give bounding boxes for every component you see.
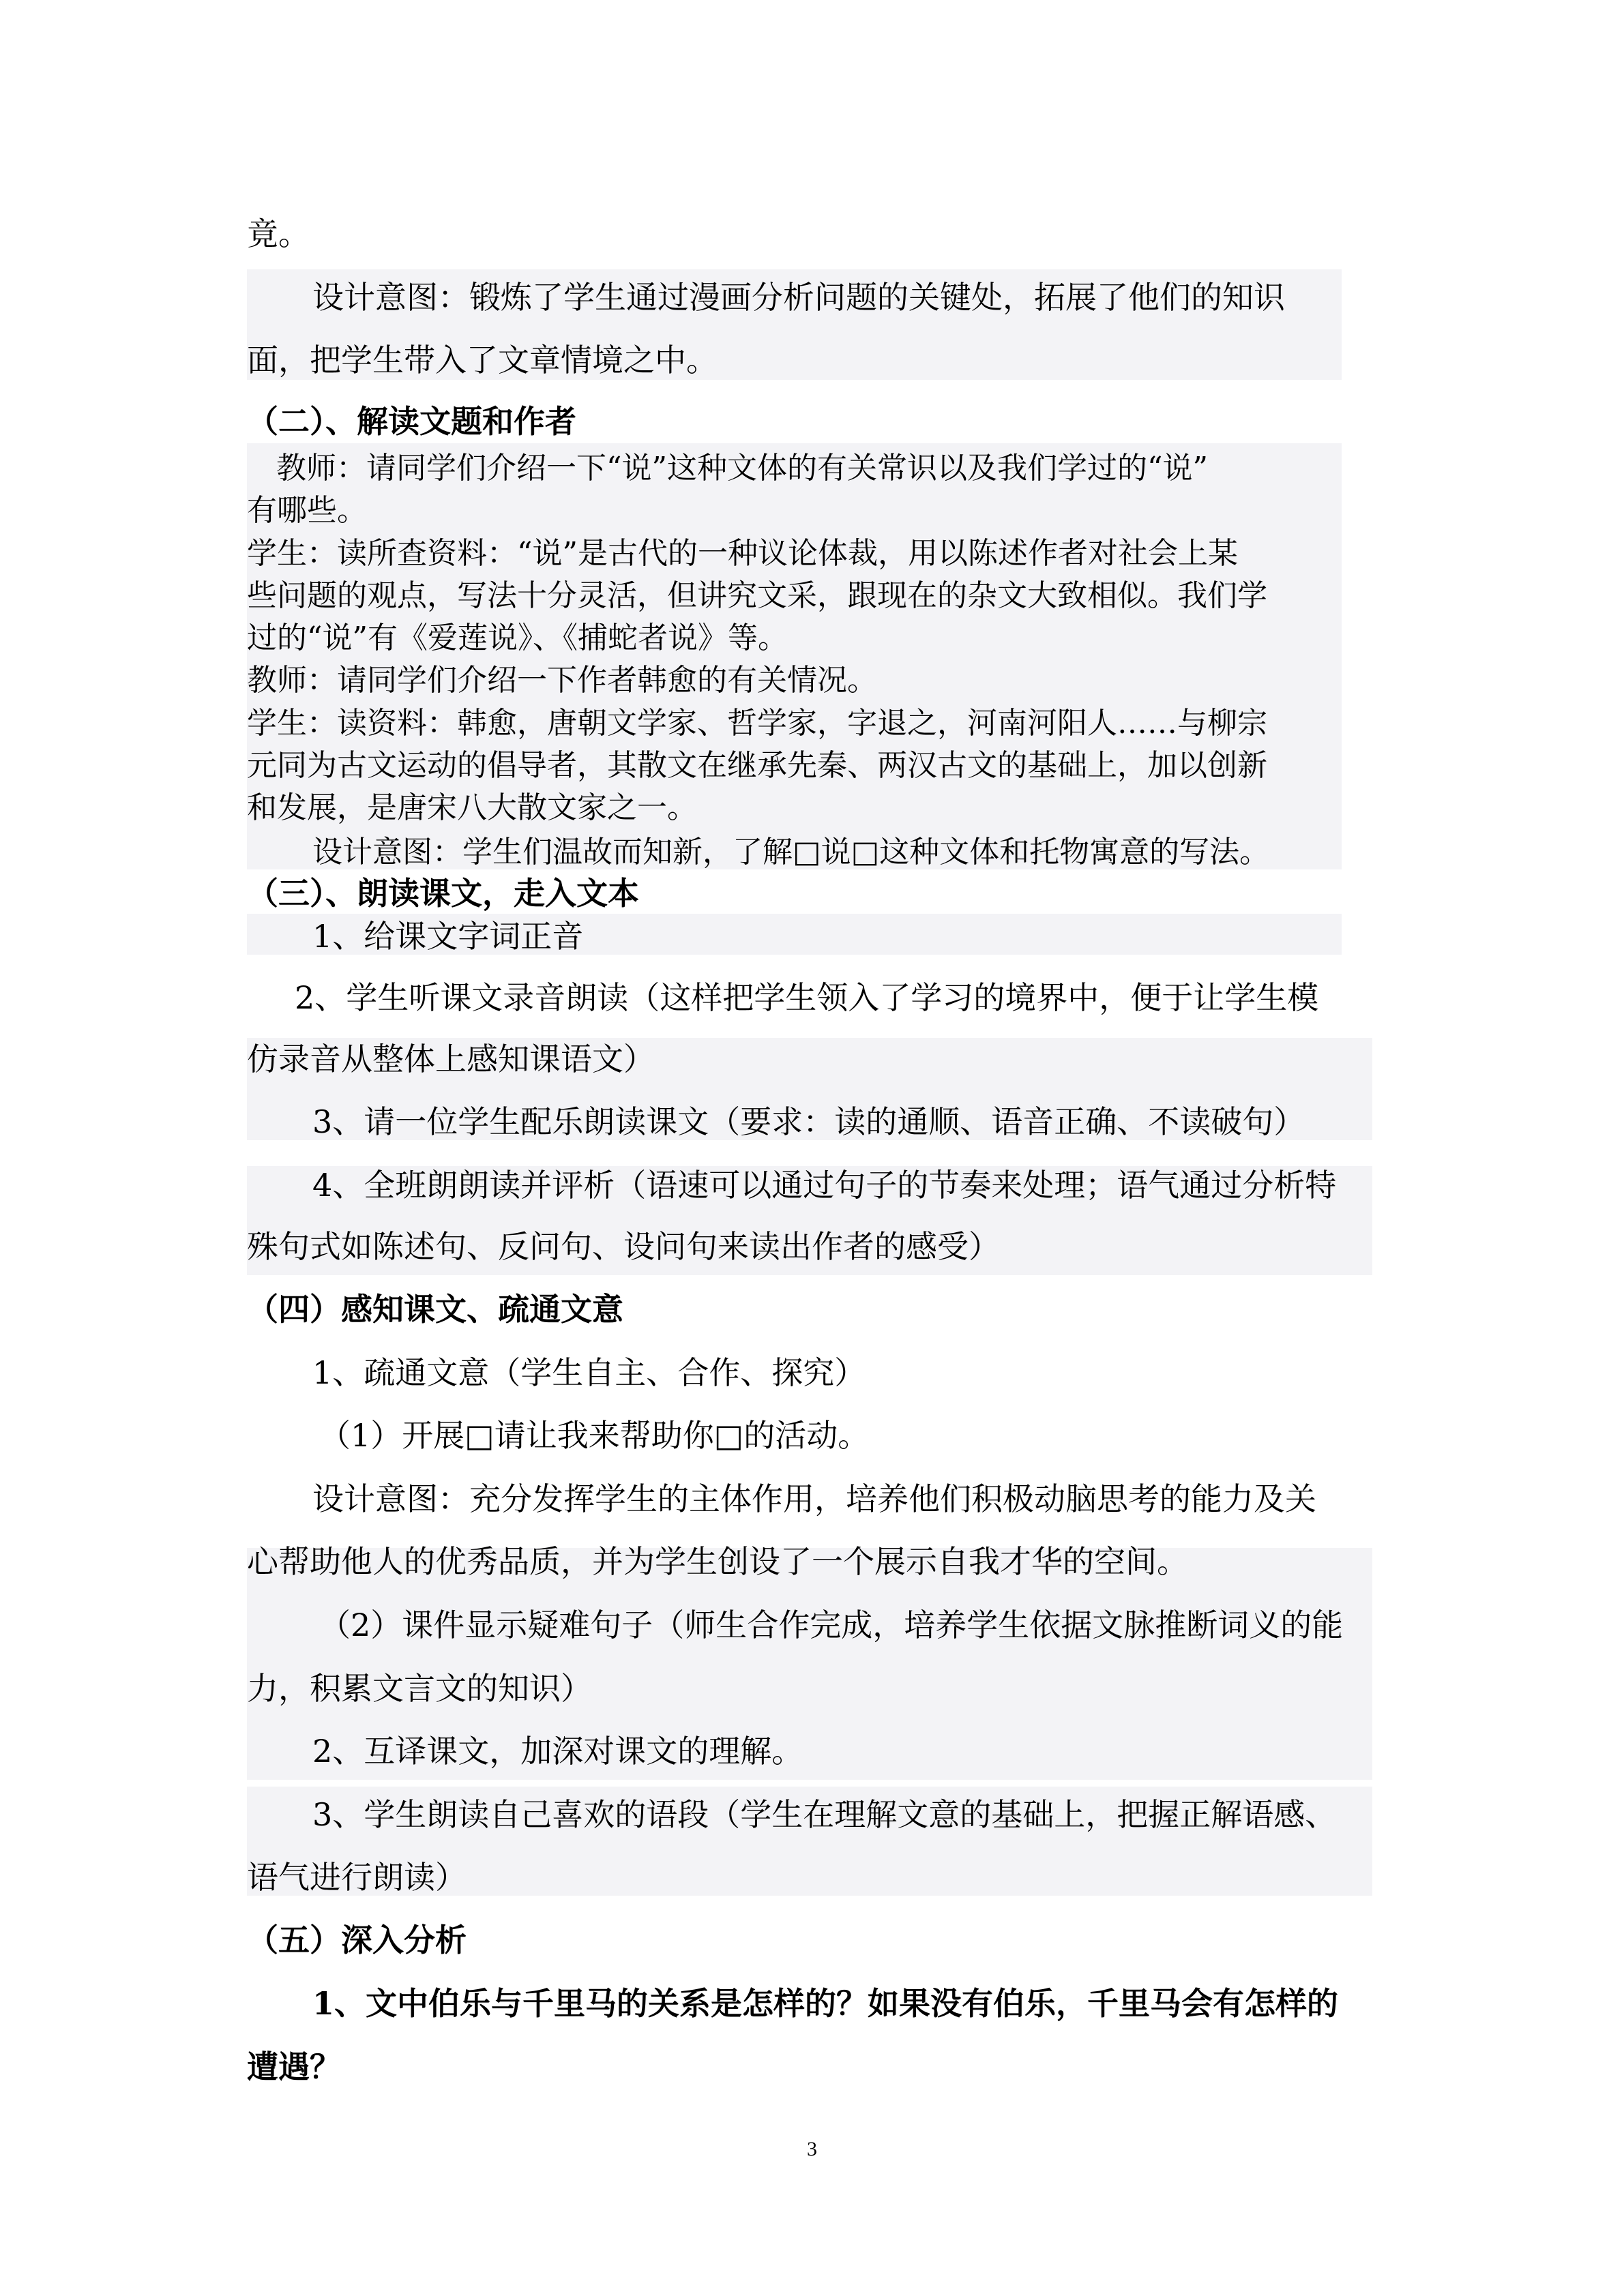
section-heading: （三）、朗读课文，走入文本 xyxy=(247,875,639,912)
text-line: 学生：读所查资料：“说”是古代的一种议论体裁，用以陈述作者对社会上某 xyxy=(247,536,1238,571)
text-line: 设计意图：锻炼了学生通过漫画分析问题的关键处，拓展了他们的知识 xyxy=(312,279,1285,316)
text-line: 设计意图：学生们温故而知新，了解□说□这种文体和托物寓意的写法。 xyxy=(312,835,1270,869)
text-line: 有哪些。 xyxy=(247,493,367,528)
text-line: 1、给课文字词正音 xyxy=(312,918,584,955)
text-line: 4、全班朗朗读并评析（语速可以通过句子的节奏来处理；语气通过分析特 xyxy=(312,1167,1337,1204)
text-line: （1）开展□请让我来帮助你□的活动。 xyxy=(319,1417,870,1454)
text-line: 些问题的观点，写法十分灵活，但讲究文采，跟现在的杂文大致相似。我们学 xyxy=(247,578,1267,613)
text-line: 过的“说”有《爱莲说》、《捕蛇者说》等。 xyxy=(247,621,788,655)
text-line: 心帮助他人的优秀品质，并为学生创设了一个展示自我才华的空间。 xyxy=(247,1543,1188,1580)
text-line: 学生：读资料：韩愈，唐朝文学家、哲学家，字退之，河南河阳人……与柳宗 xyxy=(247,706,1267,741)
text-line: 面，把学生带入了文章情境之中。 xyxy=(247,342,718,378)
text-line: 语气进行朗读） xyxy=(247,1859,467,1896)
section-heading: （四）感知课文、疏通文意 xyxy=(247,1291,623,1328)
text-line: 教师：请同学们介绍一下“说”这种文体的有关常识以及我们学过的“说” xyxy=(276,451,1208,486)
text-line: 2、互译课文，加深对课文的理解。 xyxy=(312,1733,803,1770)
text-line: 和发展，是唐宋八大散文家之一。 xyxy=(247,790,697,825)
text-line: 3、学生朗读自己喜欢的语段（学生在理解文意的基础上，把握正解语感、 xyxy=(312,1796,1337,1833)
section-heading: （五）深入分析 xyxy=(247,1922,467,1958)
text-line: 遭遇？ xyxy=(247,2048,341,2085)
text-line: 3、请一位学生配乐朗读课文（要求：读的通顺、语音正确、不读破句） xyxy=(312,1103,1305,1140)
text-line: 殊句式如陈述句、反问句、设问句来读出作者的感受） xyxy=(247,1228,1000,1265)
text-line: 竟。 xyxy=(247,215,310,252)
text-line: 1、疏通文意（学生自主、合作、探究） xyxy=(312,1354,866,1391)
text-line: 元同为古文运动的倡导者，其散文在继承先秦、两汉古文的基础上，加以创新 xyxy=(247,748,1267,783)
page-number: 3 xyxy=(807,2138,817,2160)
text-line: （2）课件显示疑难句子（师生合作完成，培养学生依据文脉推断词义的能 xyxy=(319,1607,1344,1643)
text-line: 2、学生听课文录音朗读（这样把学生领入了学习的境界中，便于让学生模 xyxy=(295,979,1319,1016)
text-line: 力，积累文言文的知识） xyxy=(247,1670,592,1707)
text-line: 仿录音从整体上感知课语文） xyxy=(247,1041,655,1077)
text-line: 教师：请同学们介绍一下作者韩愈的有关情况。 xyxy=(247,663,877,698)
text-line: 设计意图：充分发挥学生的主体作用，培养他们积极动脑思考的能力及关 xyxy=(312,1480,1316,1517)
text-line: 1、文中伯乐与千里马的关系是怎样的？如果没有伯乐，千里马会有怎样的 xyxy=(312,1985,1339,2022)
section-heading: （二）、解读文题和作者 xyxy=(247,403,576,440)
